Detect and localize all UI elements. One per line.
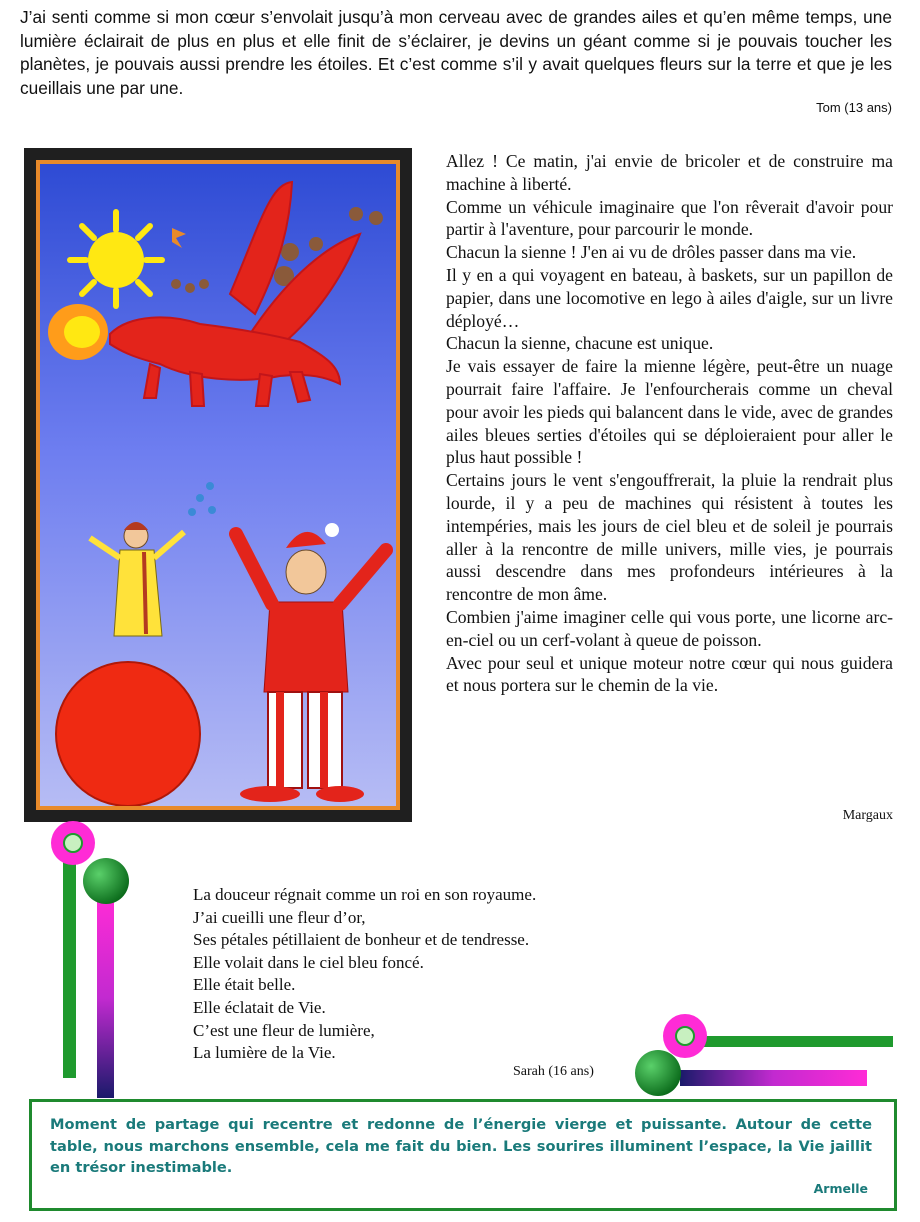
armelle-box: [29, 1099, 897, 1211]
poem-line: La lumière de la Vie.: [193, 1043, 336, 1063]
armelle-signature: Armelle: [813, 1181, 868, 1196]
poem-line: J’ai cueilli une fleur d’or,: [193, 907, 366, 927]
poem-line: Elle éclatait de Vie.: [193, 997, 326, 1017]
tom-text: J’ai senti comme si mon cœur s’envolait jusqu’à mon cerveau avec de grandes ailes et qu’en même temps, une lumière éclairait de plus en plus et elle finit de s’éclairer, je devins un géant comme si je pouvais toucher les planètes, je pouvais aussi prendre les étoiles. Et c’est comme s’il y avait quelques fleurs sur la terre et que je les cueillais une par une.: [20, 7, 892, 98]
sarah-signature: Sarah (16 ans): [513, 1064, 594, 1079]
margaux-paragraph: Je vais essayer de faire la mienne légère, peut-être un nuage pourrait faire l'affaire. Je l'enfourcherais comme un cheval pour avoir les pieds qui balancent dans le vide, avec de grandes ailes bleues serties d'étoiles qui se déploieraient pour aller le plus haut possible !: [446, 356, 893, 468]
margaux-paragraph: Allez ! Ce matin, j'ai envie de bricoler et de construire ma machine à liberté.: [446, 151, 893, 194]
poem-line: Ses pétales pétillaient de bonheur et de tendresse.: [193, 930, 530, 950]
margaux-paragraph: Certains jours le vent s'engouffrerait, la pluie la rendrait plus lourde, il y a peu de machines qui résistent à toutes les intempéries, mais les jours de ciel bleu et de soleil je pourrais aller à la rencontre de mille univers, mille vies, je pourrais aussi descendre dans mes profondeurs intérieures à la rencontre de mon âme.: [446, 470, 893, 605]
margaux-paragraph: Comme un véhicule imaginaire que l'on rêverait d'avoir pour partir à l'aventure, pour parcourir le monde.: [446, 196, 893, 240]
green-bar-left: [63, 862, 76, 1078]
green-circle-icon: [83, 858, 129, 904]
poem-line: C’est une fleur de lumière,: [193, 1020, 375, 1040]
margaux-paragraph: Avec pour seul et unique moteur notre cœur qui nous guidera et nous portera sur le chemin de la vie.: [446, 652, 893, 696]
green-bar-right: [700, 1036, 893, 1047]
tom-signature: Tom (13 ans): [816, 100, 892, 115]
poem-line: Elle volait dans le ciel bleu foncé.: [193, 952, 424, 972]
sarah-poem: [193, 884, 536, 1065]
margaux-paragraph: Chacun la sienne, chacune est unique.: [446, 333, 714, 354]
poem-line: Elle était belle.: [193, 975, 296, 995]
magenta-bar-left: [97, 898, 114, 1098]
green-circle-icon: [635, 1050, 681, 1096]
margaux-signature: Margaux: [842, 808, 893, 823]
margaux-paragraph: Chacun la sienne ! J'en ai vu de drôles passer dans ma vie.: [446, 242, 857, 263]
margaux-paragraph: Combien j'aime imaginer celle qui vous porte, une licorne arc-en-ciel ou un cerf-volant à queue de poisson.: [446, 606, 893, 650]
armelle-text: Moment de partage qui recentre et redonne de l’énergie vierge et puissante. Autour de cette table, nous marchons ensemble, cela me fait du bien. Les sourires illuminent l’espace, la Vie jaillit en trésor inestimable.: [50, 1116, 872, 1176]
margaux-paragraph: Il y en a qui voyagent en bateau, à baskets, sur un papillon de papier, dans une locomotive en lego à ailes d'aigle, sur un livre déployé…: [446, 264, 893, 331]
poem-line: La douceur régnait comme un roi en son royaume.: [193, 885, 537, 904]
magenta-bar-right: [680, 1070, 867, 1086]
